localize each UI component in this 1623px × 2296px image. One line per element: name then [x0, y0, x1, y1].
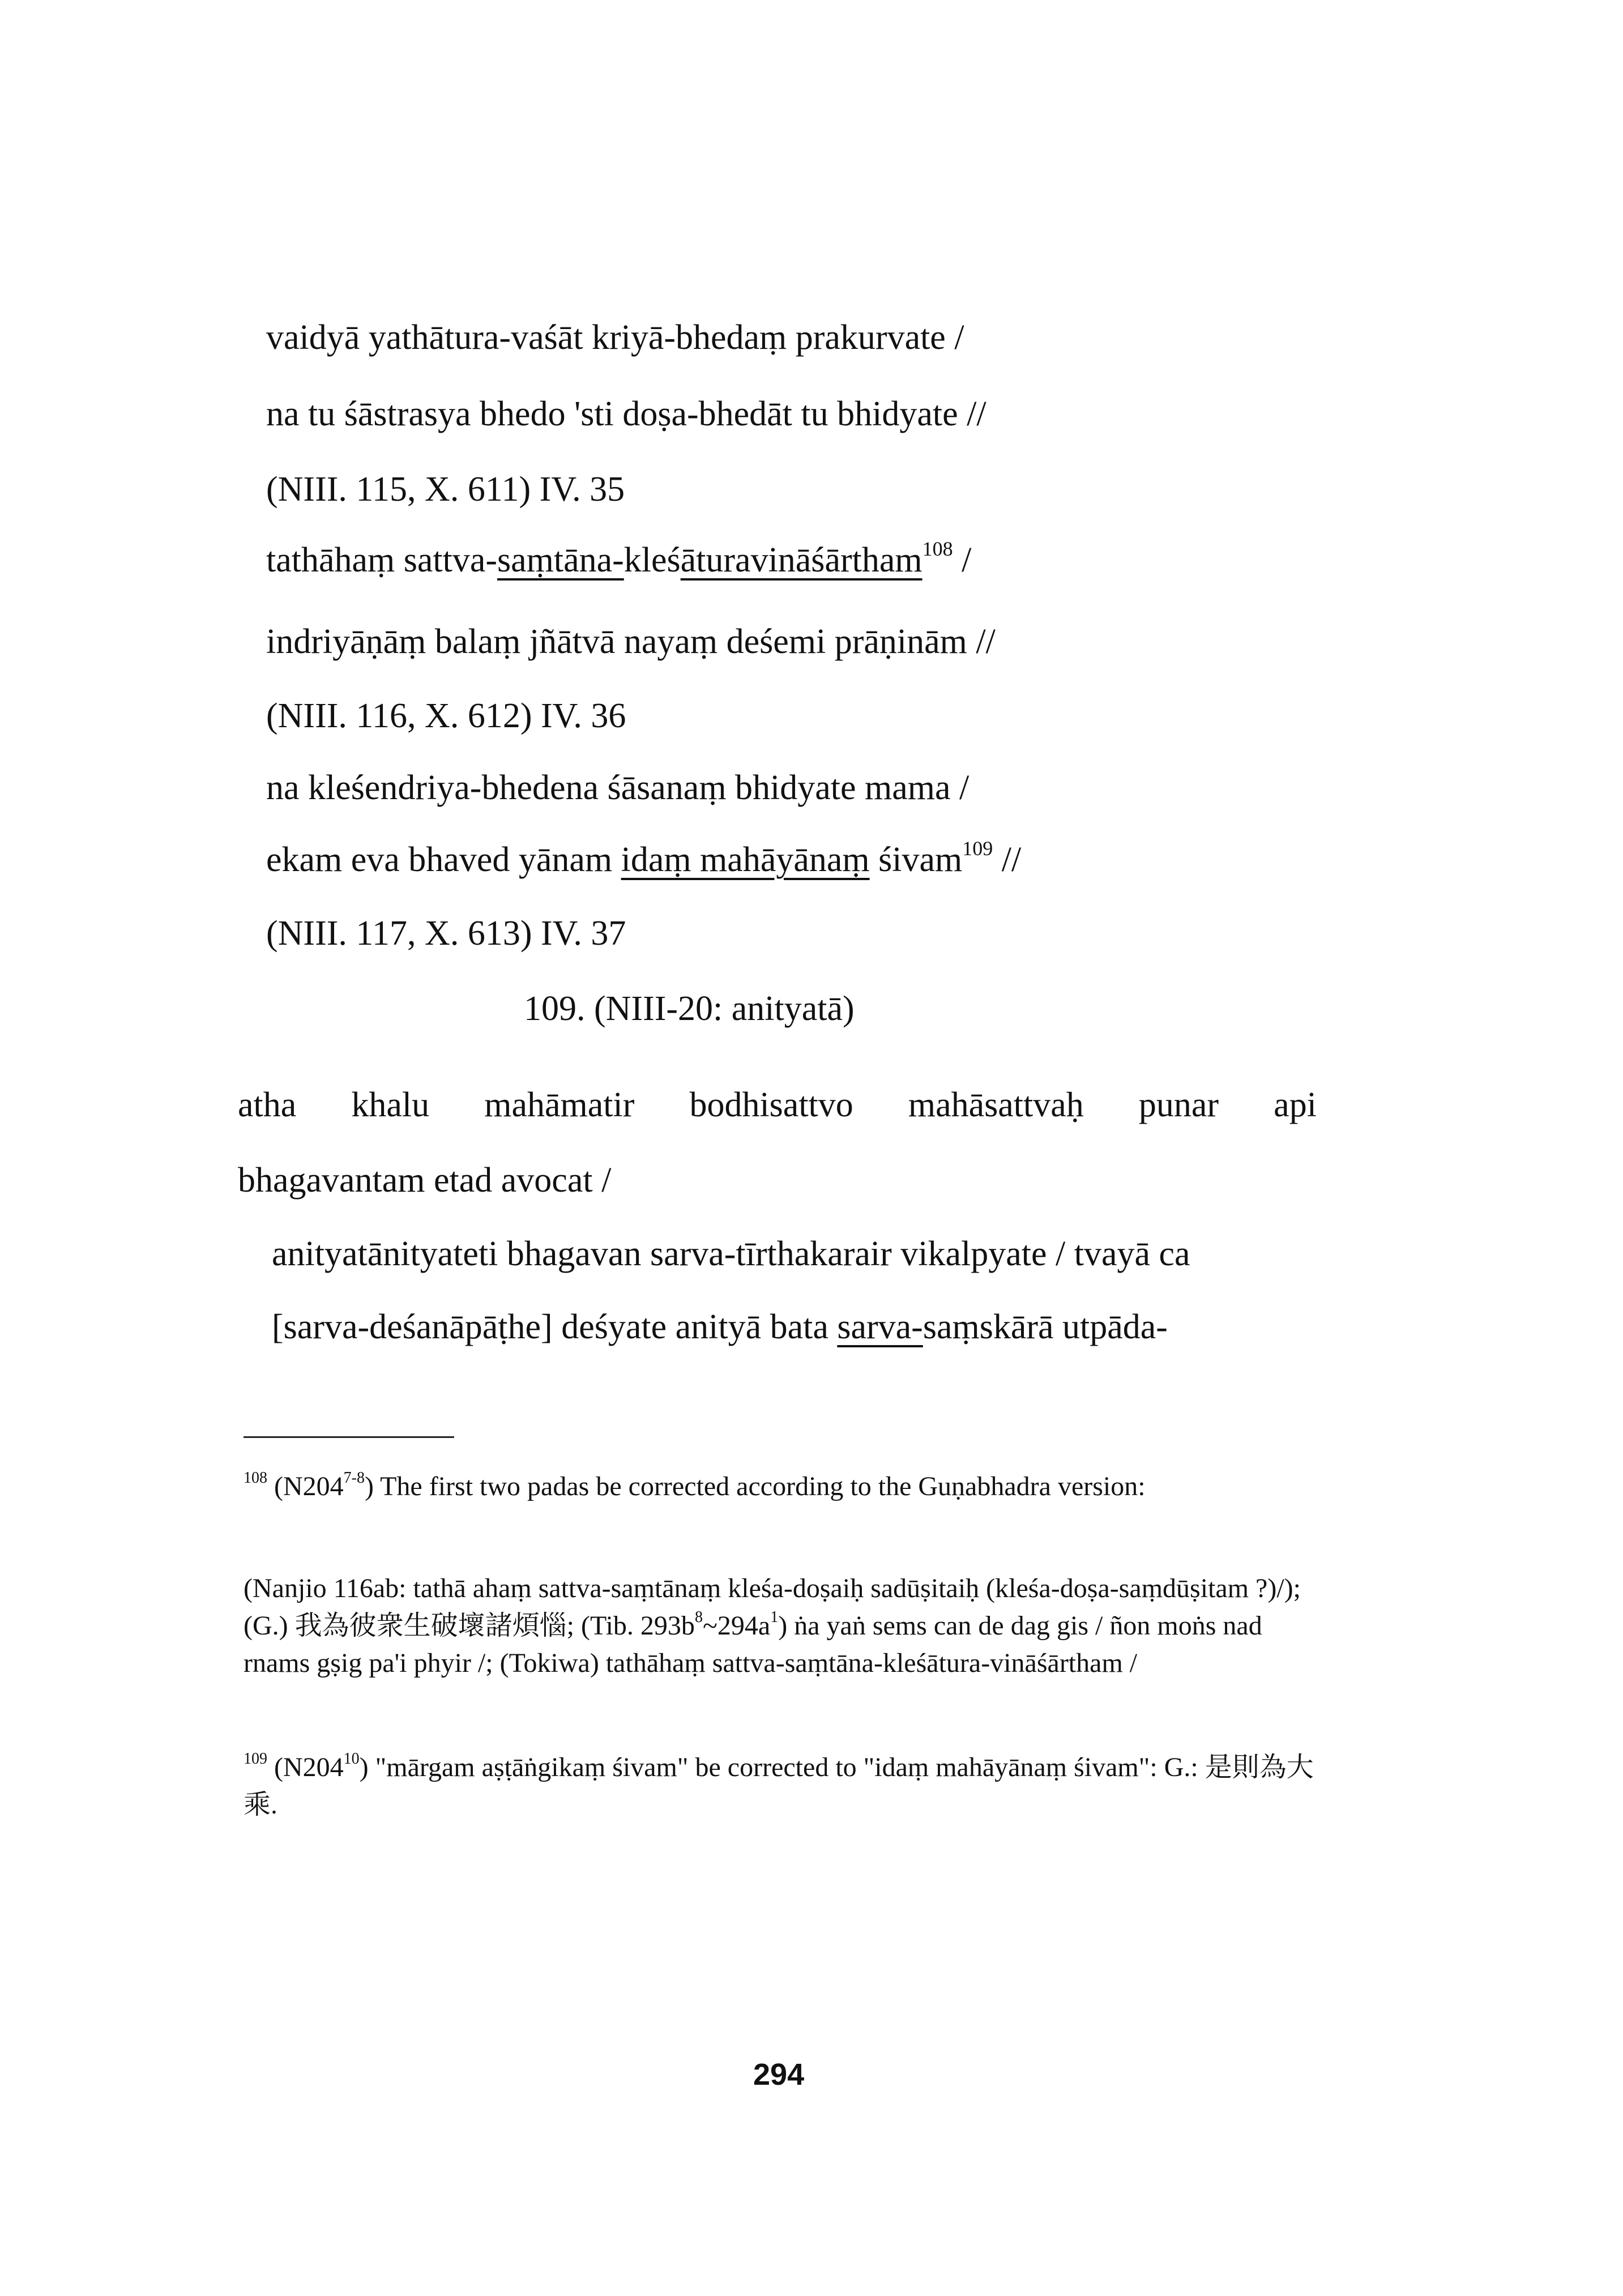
paragraph-line-2: bhagavantam etad avocat / — [238, 1161, 612, 1200]
footnote-source-ref: (N204 — [274, 1752, 344, 1782]
paragraph-word: khalu — [351, 1086, 430, 1124]
footnote-text: The first two padas be corrected according to the Guṇabhadra version: — [373, 1471, 1146, 1501]
paragraph-line-1 — [238, 1087, 1317, 1123]
footnote-text: ~294a — [702, 1611, 771, 1641]
footnote-source-ref: (N204 — [274, 1471, 344, 1501]
footnote-separator — [244, 1436, 454, 1438]
paragraph-line-4-text: [sarva-deśanāpāṭhe] deśyate anityā bata — [272, 1308, 838, 1346]
underlined-idam-mahayanam: idaṃ mahāyānaṃ — [621, 840, 870, 879]
paragraph-word: punar — [1138, 1086, 1219, 1124]
underlined-sarva: sarva- — [837, 1308, 923, 1346]
paragraph-line-4 — [272, 1309, 1168, 1345]
footnote-source-ref-lines: 10 — [343, 1750, 360, 1768]
footnote-text: ) ṅa yaṅ sems can de dag gis / ñon moṅs nad rnams gṣig pa'i phyir /; (Tokiwa) tathāhaṃ sattva-saṃtāna-kleśātura-vināśārtham / — [244, 1611, 1262, 1678]
verse-2-line-1 — [266, 537, 972, 579]
paragraph-word: bodhisattvo — [689, 1086, 853, 1124]
paragraph-word: mahāsattvaḥ — [908, 1086, 1084, 1124]
paragraph-word: api — [1274, 1086, 1317, 1124]
verse-2-line-1-text: tathāhaṃ sattva- — [266, 541, 497, 579]
footnote-108 — [244, 1468, 1317, 1505]
underlined-samtana: saṃtāna- — [497, 541, 624, 579]
verse-1-reference: (NIII. 115, X. 611) IV. 35 — [266, 470, 625, 509]
footnote-source-ref-close: ) — [364, 1471, 374, 1501]
verse-2-line-1-end: / — [953, 541, 972, 579]
verse-3-reference: (NIII. 117, X. 613) IV. 37 — [266, 914, 626, 953]
footnote-text: (Nanjio 116ab: tathā ahaṃ sattva-saṃtānaṃ kleśa-doṣaiḥ sadūṣitaiḥ (kleśa-doṣa-saṃdūṣitam ?)/); (G.) 我為彼衆生破壞諸煩惱; (Tib. 293b — [244, 1573, 1301, 1641]
footnote-text: "mārgam aṣṭāṅgikaṃ śivam" be corrected to "idaṃ mahāyānaṃ śivam": G.: 是則為大乘. — [244, 1752, 1314, 1820]
paragraph-word: atha — [238, 1086, 297, 1124]
verse-1-line-2: na tu śāstrasya bhedo 'sti doṣa-bhedāt tu bhidyate // — [266, 395, 986, 433]
paragraph-word: mahāmatir — [484, 1086, 635, 1124]
footnote-number: 108 — [244, 1469, 267, 1487]
footnote-109 — [244, 1749, 1317, 1824]
footnote-ref-108: 108 — [922, 537, 953, 560]
footnote-source-ref-close: ) — [359, 1752, 369, 1782]
footnote-ref-109: 109 — [962, 837, 993, 860]
footnote-superscript: 1 — [770, 1608, 779, 1626]
footnote-number: 109 — [244, 1750, 267, 1768]
underlined-aturavinasartham: āturavināśārtham — [680, 541, 922, 579]
footnote-superscript: 8 — [694, 1608, 703, 1626]
section-heading: 109. (NIII-20: anityatā) — [524, 989, 855, 1028]
footnote-source-ref-lines: 7-8 — [343, 1469, 365, 1487]
verse-3-line-2-text: ekam eva bhaved yānam — [266, 840, 621, 879]
footnote-108-detail — [244, 1570, 1317, 1682]
paragraph-line-3: anityatānityateti bhagavan sarva-tīrthakarair vikalpyate / tvayā ca — [272, 1235, 1190, 1273]
verse-1-line-1: vaidyā yathātura-vaśāt kriyā-bhedaṃ prakurvate / — [266, 318, 964, 357]
verse-3-line-2-end: // — [993, 840, 1022, 879]
verse-3-line-2 — [266, 837, 1022, 879]
page-number: 294 — [753, 2058, 805, 2092]
verse-2-reference: (NIII. 116, X. 612) IV. 36 — [266, 697, 626, 735]
paragraph-line-4-end: saṃskārā utpāda- — [922, 1308, 1168, 1346]
verse-3-line-2-sivam: śivam — [869, 840, 963, 879]
verse-3-line-1: na kleśendriya-bhedena śāsanaṃ bhidyate mama / — [266, 769, 969, 807]
verse-2-line-1-text-mid: kleś — [623, 541, 681, 579]
verse-2-line-2: indriyāṇāṃ balaṃ jñātvā nayaṃ deśemi prāṇinām // — [266, 622, 996, 661]
